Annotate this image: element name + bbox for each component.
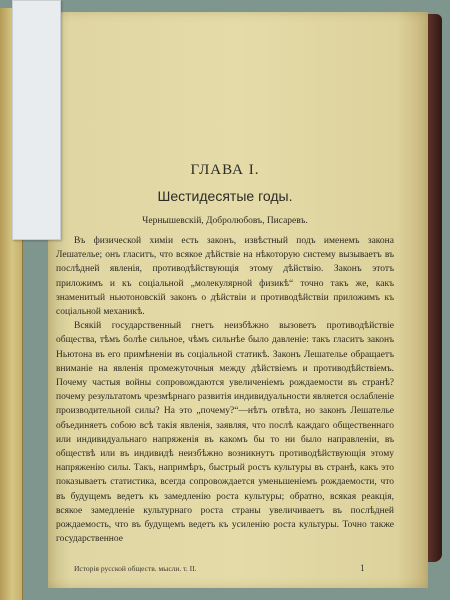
epigraph: Чернышевскій, Добролюбовъ, Писаревъ. xyxy=(142,216,308,226)
chapter-heading: ГЛАВА I. xyxy=(190,162,260,178)
paragraph-2: Всякій государственный гнетъ неизбѣжно вызоветъ противодѣйствіе общества, тѣмъ болѣе сильное, чѣмъ сильнѣе было давленіе: такъ гласитъ законъ Ньютона въ его примѣненіи въ соціальной статикѣ. Законъ Лешателье обращаетъ вниманіе на явленія промежуточныя между дѣйствіемъ и противодѣйствіемъ. Почему частыя войны сопровождаются увеличеніемъ рождаемости въ странѣ? почему результатомъ чрезмѣрнаго развитія индивидуальности является ослабленіе производительной силы? На это „почему?“—нѣтъ отвѣта, но законъ Лешателье объединяетъ собою всѣ такія явленія, заявляя, что послѣ каждаго общественнаго или индивидуальнаго напряженія въ какомъ бы то ни было направленіи, въ обществѣ или въ индивидѣ неизбѣжно возникнутъ противодѣйствующія этому напряженію силы. Такъ, напримѣръ, быстрый ростъ культуры въ странѣ, какъ это показываетъ статистика, всегда сопровождается уменьшеніемъ рождаемости, что въ будущемъ ведетъ къ замедленію роста культуры; обратно, всякая реакція, всякое замедленіе культурнаго роста страны увеличиваетъ въ послѣдней рождаемость, что въ будущемъ ведетъ къ усиленію роста культуры. Точно также государственное xyxy=(56,321,394,545)
paragraph-1: Въ физической химіи есть законъ, извѣстный подъ именемъ закона Лешателье; онъ гласитъ, что всякое дѣйствіе на нѣкоторую систему вызываетъ въ послѣдней явленія, противодѣйствующія этому дѣйствію. Законъ этотъ приложимъ и къ соціальной „молекулярной физикѣ“ точно такъ же, какъ знаменитый ньютоновскій законъ о дѣйствіи и противодѣйствіи приложимъ къ соціальной механикѣ. xyxy=(56,236,394,318)
paper-bookmark xyxy=(12,0,61,240)
page-text xyxy=(56,160,394,546)
page-footer: Исторія русской обществ. мысли. т. II. xyxy=(74,564,197,573)
book-page xyxy=(48,12,428,588)
chapter-title: Шестидесятые годы. xyxy=(157,188,293,204)
page-number: 1 xyxy=(360,563,365,573)
